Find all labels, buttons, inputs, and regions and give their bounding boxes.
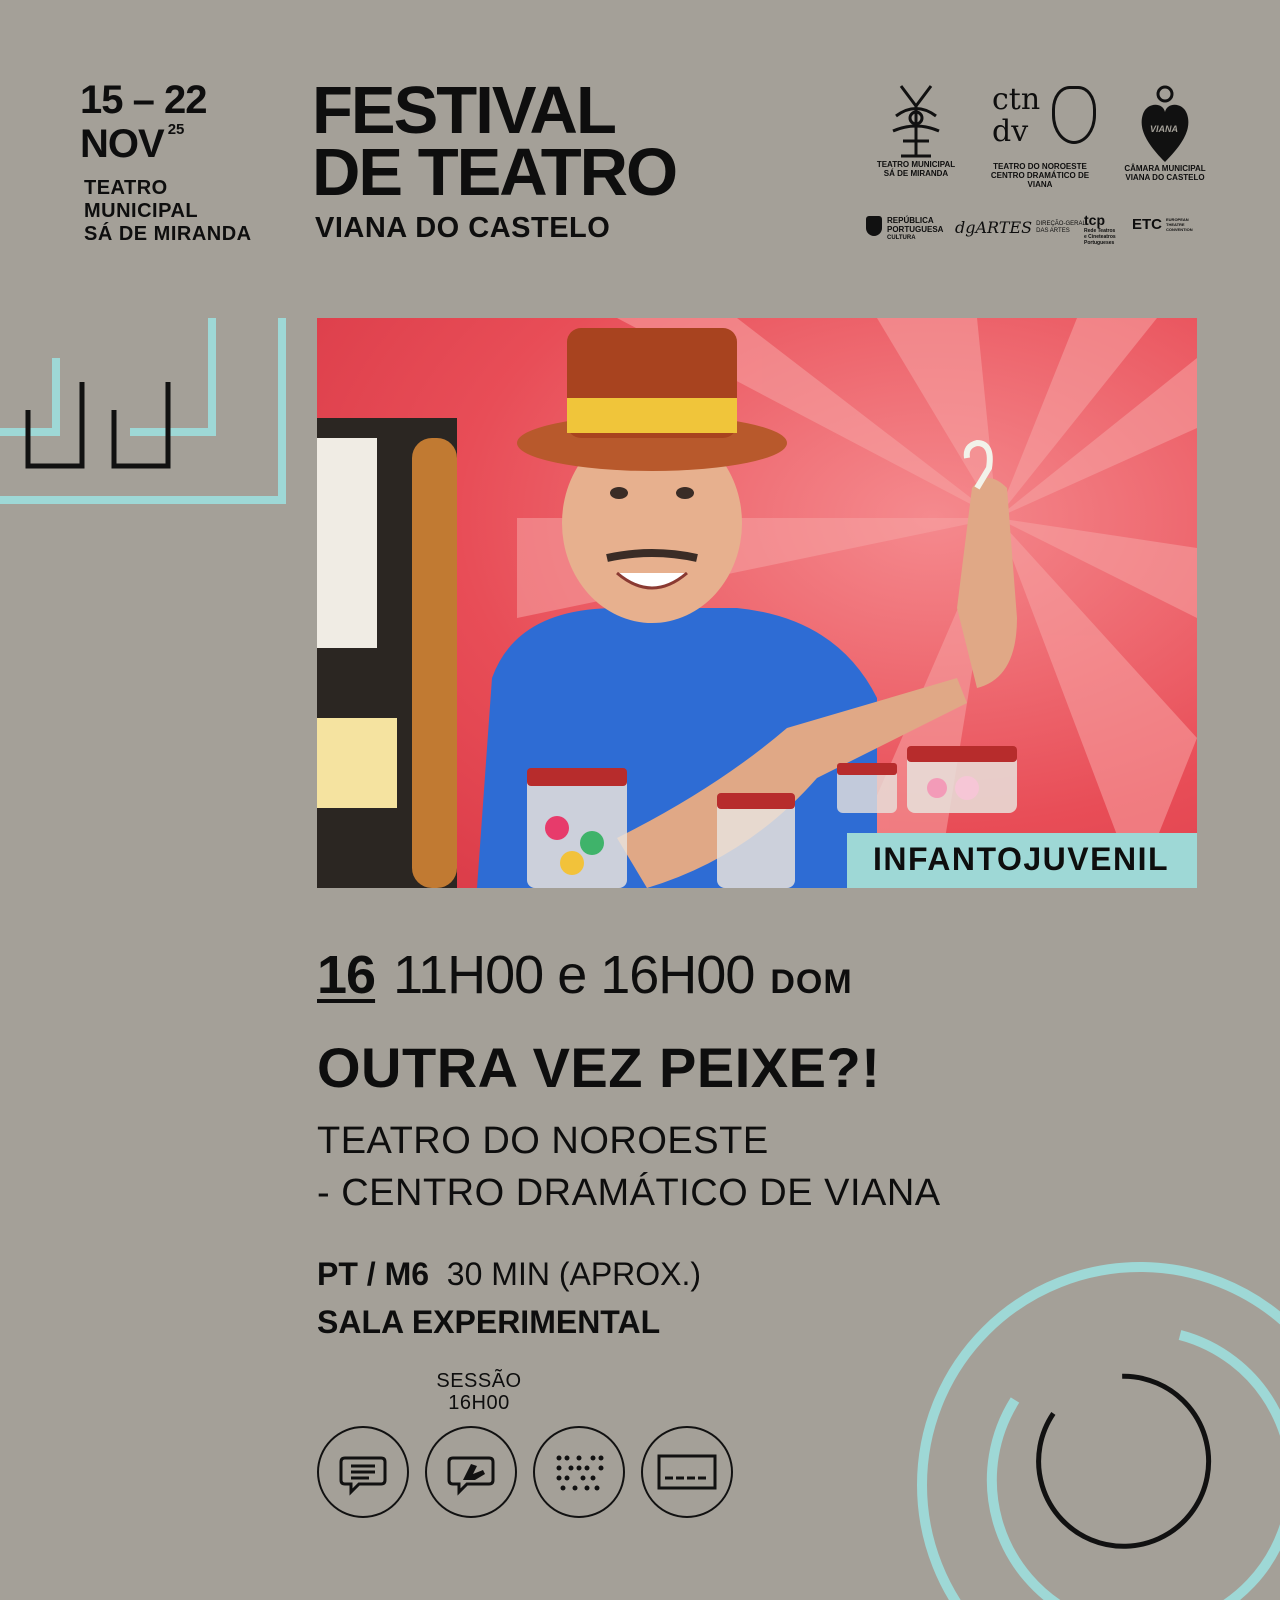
decorative-lines-left — [0, 300, 300, 530]
venue-line: MUNICIPAL — [84, 200, 199, 222]
logo-camara-municipal — [1120, 84, 1210, 182]
logo-label: TEATRO DO NOROESTE — [993, 162, 1087, 171]
event-times: 11H00 e 16H00 — [393, 945, 755, 1005]
logo-label: Portugueses — [1084, 240, 1115, 246]
logo-label: CENTRO DRAMÁTICO DE VIANA — [990, 171, 1090, 189]
logo-label: CÂMARA MUNICIPAL — [1124, 164, 1206, 173]
festival-title-line: FESTIVAL — [312, 73, 615, 148]
teatro-municipal-emblem-icon — [881, 76, 951, 160]
logo-label: THEATRE — [1166, 222, 1185, 227]
logo-label: PORTUGUESA — [887, 225, 944, 234]
year: 25 — [167, 121, 185, 138]
festival-title-line: DE TEATRO — [312, 135, 677, 210]
event-company — [317, 1115, 941, 1219]
month: NOV — [80, 122, 164, 166]
session-note — [424, 1370, 534, 1414]
logo-label: REPÚBLICA — [887, 216, 934, 225]
venue-line: SÁ DE MIRANDA — [84, 223, 252, 245]
logo-label: VIANA DO CASTELO — [1125, 173, 1205, 182]
subtitles-icon — [641, 1426, 733, 1518]
category-badge: INFANTOJUVENIL — [847, 833, 1197, 888]
republica-shield-icon — [866, 216, 882, 236]
logo-etc — [1132, 216, 1193, 233]
session-note-line: 16H00 — [448, 1392, 510, 1414]
date-range: 15 – 22 — [80, 78, 207, 122]
logo-label: DIREÇÃO-GERAL — [1036, 220, 1086, 227]
braille-icon — [533, 1426, 625, 1518]
event-photo-illustration — [317, 318, 1197, 888]
logo-label: SÁ DE MIRANDA — [883, 169, 949, 178]
logo-label: Rede Teatros — [1084, 228, 1116, 234]
company-line: TEATRO DO NOROESTE — [317, 1120, 769, 1162]
event-day: 16 — [317, 945, 376, 1005]
festival-city: VIANA DO CASTELO — [315, 212, 611, 244]
ctdv-mark: ctn dv — [992, 82, 1041, 149]
venue-line: TEATRO — [84, 177, 168, 199]
logo-label: DAS ARTES — [1036, 227, 1070, 234]
event-meta — [317, 1250, 701, 1346]
logo-label: CULTURA — [887, 235, 916, 241]
sign-language-icon — [425, 1426, 517, 1518]
festival-dates — [80, 80, 206, 164]
logo-dgartes — [955, 218, 1086, 237]
tcp-mark: tcp — [1084, 212, 1105, 228]
event-weekday: DOM — [770, 963, 853, 1001]
logo-republica-portuguesa — [866, 216, 943, 243]
decorative-circles-right — [910, 1250, 1280, 1600]
logo-teatro-municipal — [864, 76, 968, 178]
room: SALA EXPERIMENTAL — [317, 1304, 661, 1340]
company-line: - CENTRO DRAMÁTICO DE VIANA — [317, 1172, 941, 1214]
event-title: OUTRA VEZ PEIXE?! — [317, 1036, 881, 1099]
event-schedule — [317, 945, 853, 1005]
session-note-line: SESSÃO — [436, 1370, 522, 1392]
logo-label: CONVENTION — [1166, 227, 1193, 232]
event-photo — [317, 318, 1197, 888]
audio-description-icon — [317, 1426, 409, 1518]
logo-label: TEATRO MUNICIPAL — [876, 160, 956, 169]
etc-mark: ETC — [1132, 216, 1162, 233]
duration: 30 MIN (APROX.) — [446, 1256, 702, 1292]
language-rating: PT / M6 — [317, 1256, 430, 1292]
logo-label: EUROPEAN — [1166, 217, 1189, 222]
logo-label: e Cineteatros — [1084, 234, 1116, 240]
festival-title — [312, 73, 677, 210]
festival-venue — [84, 177, 252, 246]
logo-tcp — [1084, 212, 1116, 246]
dgartes-mark: dgARTES — [955, 218, 1033, 237]
ctdv-mask-icon — [1052, 86, 1096, 144]
viana-heart-text: VIANA — [1150, 124, 1179, 134]
